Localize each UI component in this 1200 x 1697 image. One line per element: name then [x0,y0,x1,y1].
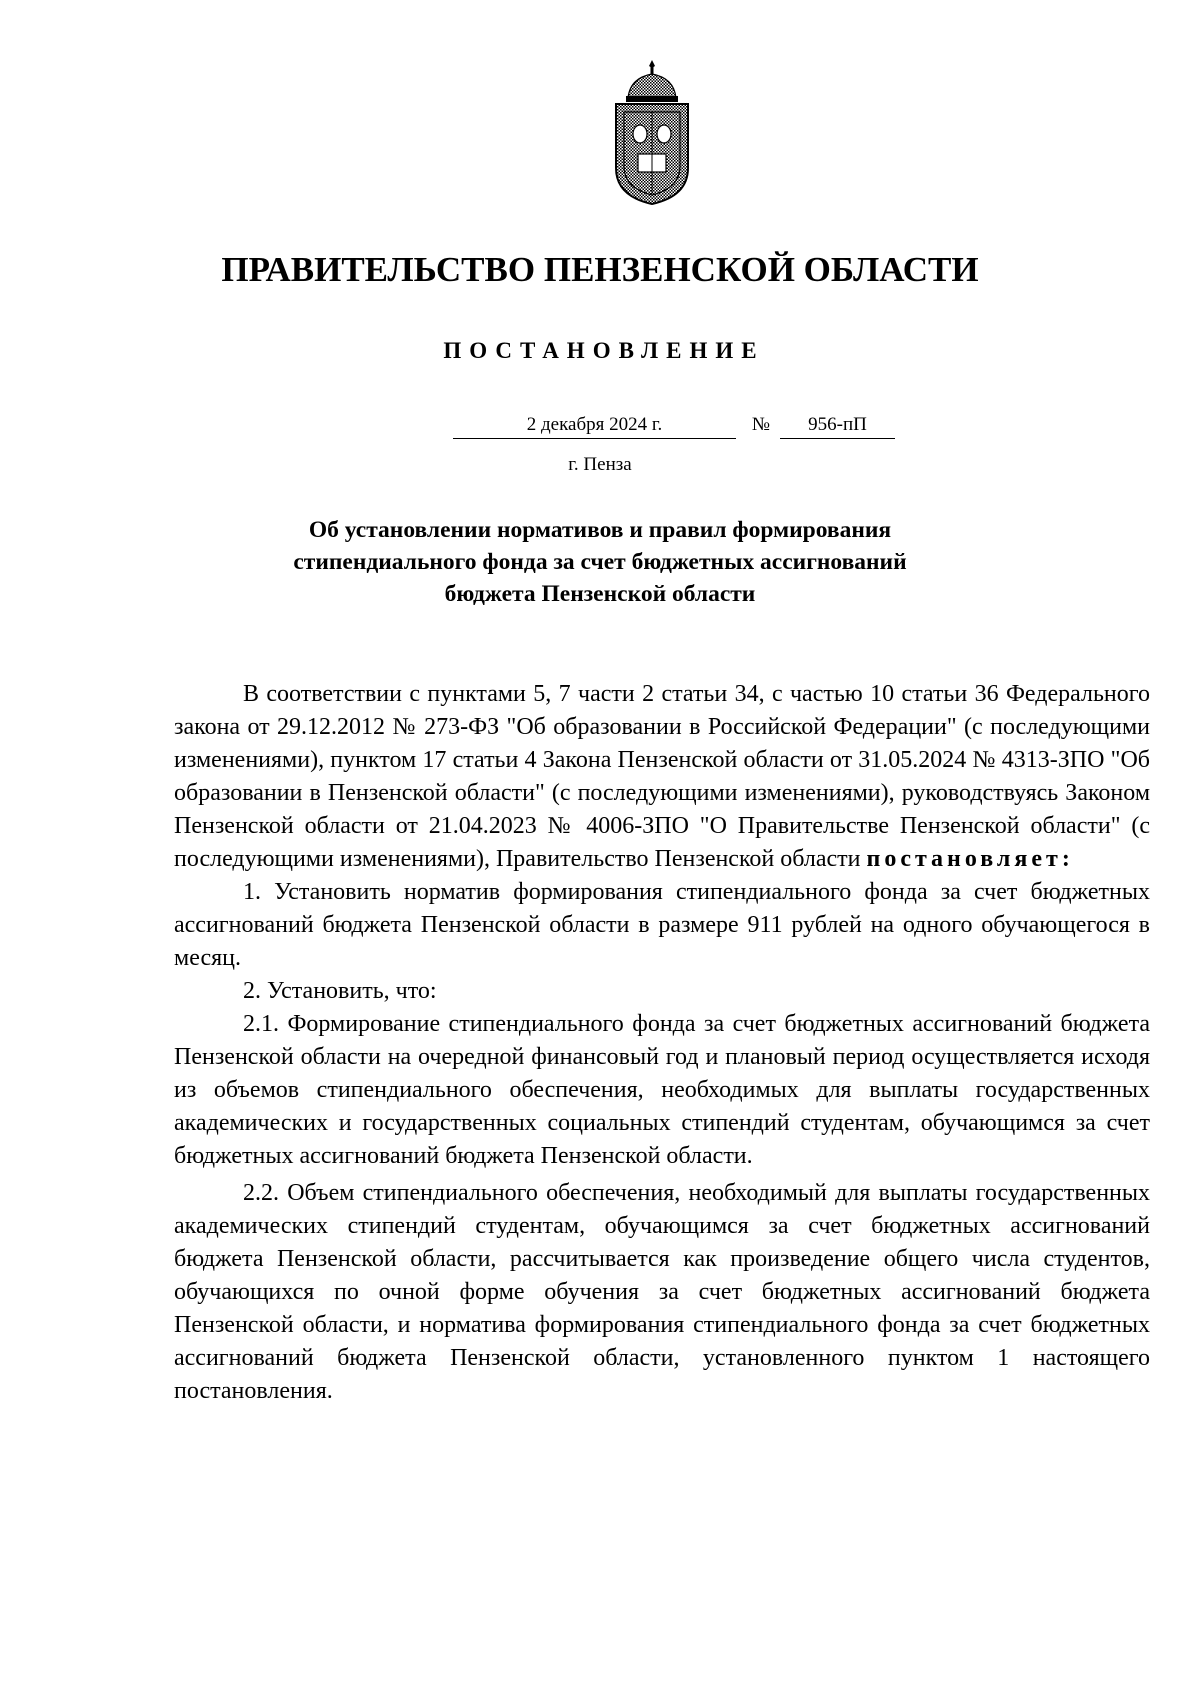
document-type: ПОСТАНОВЛЕНИЕ [443,338,765,363]
subject-line: бюджета Пензенской области [444,581,756,607]
document-number: 956-пП [780,412,895,439]
document-date: 2 декабря 2024 г. [453,412,736,439]
number-sign: № [751,414,771,435]
document-body [174,678,1150,1408]
paragraph-1: 1. Установить норматив формирования стипендиального фонда за счет бюджетных ассигнований бюджета Пензенской области в размере 911 рублей на одного обучающегося в месяц. [174,879,1150,971]
document-city: г. Пенза [568,454,632,475]
government-title: ПРАВИТЕЛЬСТВО ПЕНЗЕНСКОЙ ОБЛАСТИ [221,250,979,289]
preamble-paragraph [174,678,1150,876]
document-subject [240,514,960,610]
paragraph-2: 2. Установить, что: [243,978,437,1004]
preamble-text: В соответствии с пунктами 5, 7 части 2 статьи 34, с частью 10 статьи 36 Федерального закона от 29.12.2012 № 273-ФЗ "Об образовании в Российской Федерации" (с последующими изменениями), пунктом 17 статьи 4 Закона Пензенской области от 31.05.2024 № 4313-ЗПО "Об образовании в Пензенской области" (с последующими изменениями), руководствуясь Законом Пензенской области от 21.04.2023 № 4006-ЗПО "О Правительстве Пензенской области" (с последующими изменениями), Правительство Пензенской области [174,681,1150,872]
paragraph-2-1: 2.1. Формирование стипендиального фонда за счет бюджетных ассигнований бюджета Пензенской области на очередной финансовый год и плановый период осуществляется исходя из объемов стипендиального обеспечения, необходимых для выплаты государственных академических и государственных социальных стипендий студентам, обучающимся за счет бюджетных ассигнований бюджета Пензенской области. [174,1011,1150,1169]
coat-of-arms-icon [608,58,696,208]
subject-line: стипендиального фонда за счет бюджетных ассигнований [293,549,907,575]
date-number-row [0,412,1200,442]
resolves-word: постановляет: [866,846,1074,872]
paragraph-2-2: 2.2. Объем стипендиального обеспечения, необходимый для выплаты государственных академических стипендий студентам, обучающимся за счет бюджетных ассигнований бюджета Пензенской области, рассчитывается как произведение общего числа студентов, обучающихся по очной форме обучения за счет бюджетных ассигнований бюджета Пензенской области, и норматива формирования стипендиального фонда за счет бюджетных ассигнований бюджета Пензенской области, установленного пунктом 1 настоящего постановления. [174,1180,1150,1404]
subject-line: Об установлении нормативов и правил формирования [308,517,892,543]
